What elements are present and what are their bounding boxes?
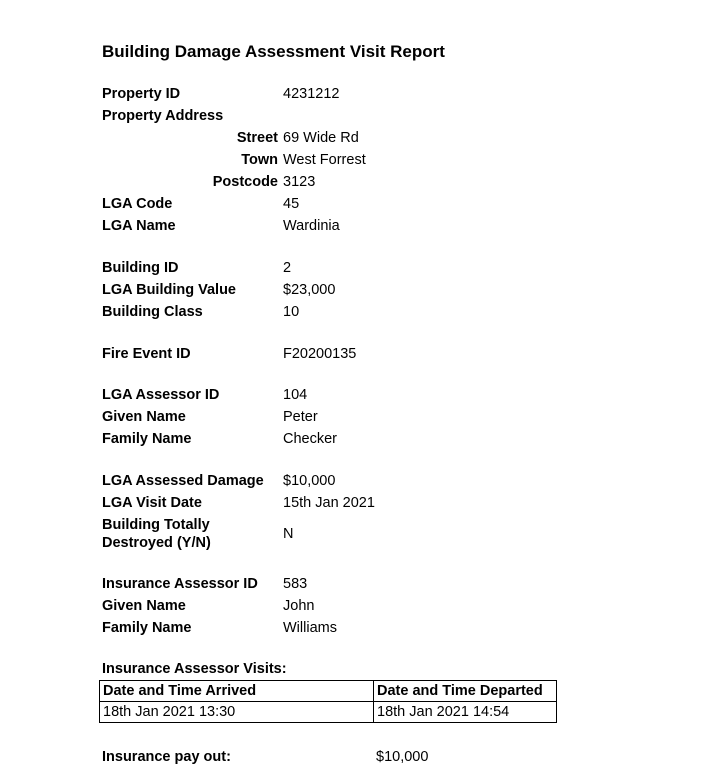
property-address-label: Property Address	[102, 108, 224, 124]
insurance-assessor-id-value: 583	[283, 576, 308, 592]
lga-visit-date-label: LGA Visit Date	[102, 495, 202, 511]
payout-label: Insurance pay out:	[102, 749, 231, 765]
lga-damage-label: LGA Assessed Damage	[102, 473, 264, 489]
building-class-row	[102, 301, 602, 323]
lga-assessor-id-value: 104	[283, 387, 308, 403]
lga-code-row	[102, 193, 602, 215]
visits-heading: Insurance Assessor Visits:	[102, 661, 287, 677]
building-id-row	[102, 257, 602, 279]
lga-assessor-family-value: Checker	[283, 431, 337, 447]
lga-name-row	[102, 215, 602, 237]
lga-visit-date-value: 15th Jan 2021	[283, 495, 375, 511]
visits-header-row	[100, 681, 557, 702]
insurance-assessor-family-label: Family Name	[102, 620, 192, 636]
insurance-assessor-family-value: Williams	[283, 620, 337, 636]
insurance-assessor-given-row	[102, 595, 602, 617]
lga-assessor-given-label: Given Name	[102, 409, 186, 425]
report-title: Building Damage Assessment Visit Report	[102, 42, 445, 61]
lga-assessor-given-value: Peter	[283, 409, 318, 425]
lga-visit-date-row	[102, 492, 602, 514]
visits-col-departed: Date and Time Departed	[374, 681, 557, 702]
postcode-label: Postcode	[212, 174, 278, 190]
property-id-row	[102, 83, 602, 105]
building-id-label: Building ID	[102, 260, 179, 276]
lga-code-value: 45	[283, 196, 300, 212]
lga-assessor-family-label: Family Name	[102, 431, 192, 447]
fire-event-row	[102, 343, 602, 365]
town-row	[102, 149, 602, 171]
table-row	[100, 702, 557, 723]
street-label: Street	[236, 130, 278, 146]
visit-departed-cell: 18th Jan 2021 14:54	[374, 702, 557, 723]
payout-value: $10,000	[376, 749, 429, 765]
insurance-assessor-id-row	[102, 573, 602, 595]
building-id-value: 2	[283, 260, 292, 276]
lga-assessor-id-label: LGA Assessor ID	[102, 387, 220, 403]
visit-arrived-cell: 18th Jan 2021 13:30	[100, 702, 374, 723]
building-class-label: Building Class	[102, 304, 203, 320]
building-value-label: LGA Building Value	[102, 282, 236, 298]
insurance-assessor-family-row	[102, 617, 602, 639]
lga-assessor-id-row	[102, 384, 602, 406]
destroyed-label: Building Totally Destroyed (Y/N)	[102, 517, 211, 551]
visits-col-arrived: Date and Time Arrived	[100, 681, 374, 702]
street-row	[102, 127, 602, 149]
fire-event-value: F20200135	[283, 346, 357, 362]
insurance-assessor-given-value: John	[283, 598, 315, 614]
lga-damage-row	[102, 470, 602, 492]
town-label: Town	[241, 152, 278, 168]
lga-damage-value: $10,000	[283, 473, 336, 489]
visits-table	[99, 680, 557, 723]
lga-code-label: LGA Code	[102, 196, 173, 212]
insurance-assessor-given-label: Given Name	[102, 598, 186, 614]
building-value-value: $23,000	[283, 282, 336, 298]
postcode-value: 3123	[283, 174, 316, 190]
property-address-row	[102, 105, 602, 127]
payout-row	[102, 746, 602, 768]
fire-event-label: Fire Event ID	[102, 346, 191, 362]
property-id-value: 4231212	[283, 86, 340, 102]
destroyed-row	[102, 523, 602, 545]
destroyed-value: N	[283, 526, 294, 542]
property-id-label: Property ID	[102, 86, 181, 102]
building-class-value: 10	[283, 304, 300, 320]
town-value: West Forrest	[283, 152, 366, 168]
lga-name-value: Wardinia	[283, 218, 340, 234]
lga-assessor-family-row	[102, 428, 602, 450]
lga-name-label: LGA Name	[102, 218, 176, 234]
building-value-row	[102, 279, 602, 301]
lga-assessor-given-row	[102, 406, 602, 428]
insurance-assessor-id-label: Insurance Assessor ID	[102, 576, 258, 592]
street-value: 69 Wide Rd	[283, 130, 359, 146]
postcode-row	[102, 171, 602, 193]
